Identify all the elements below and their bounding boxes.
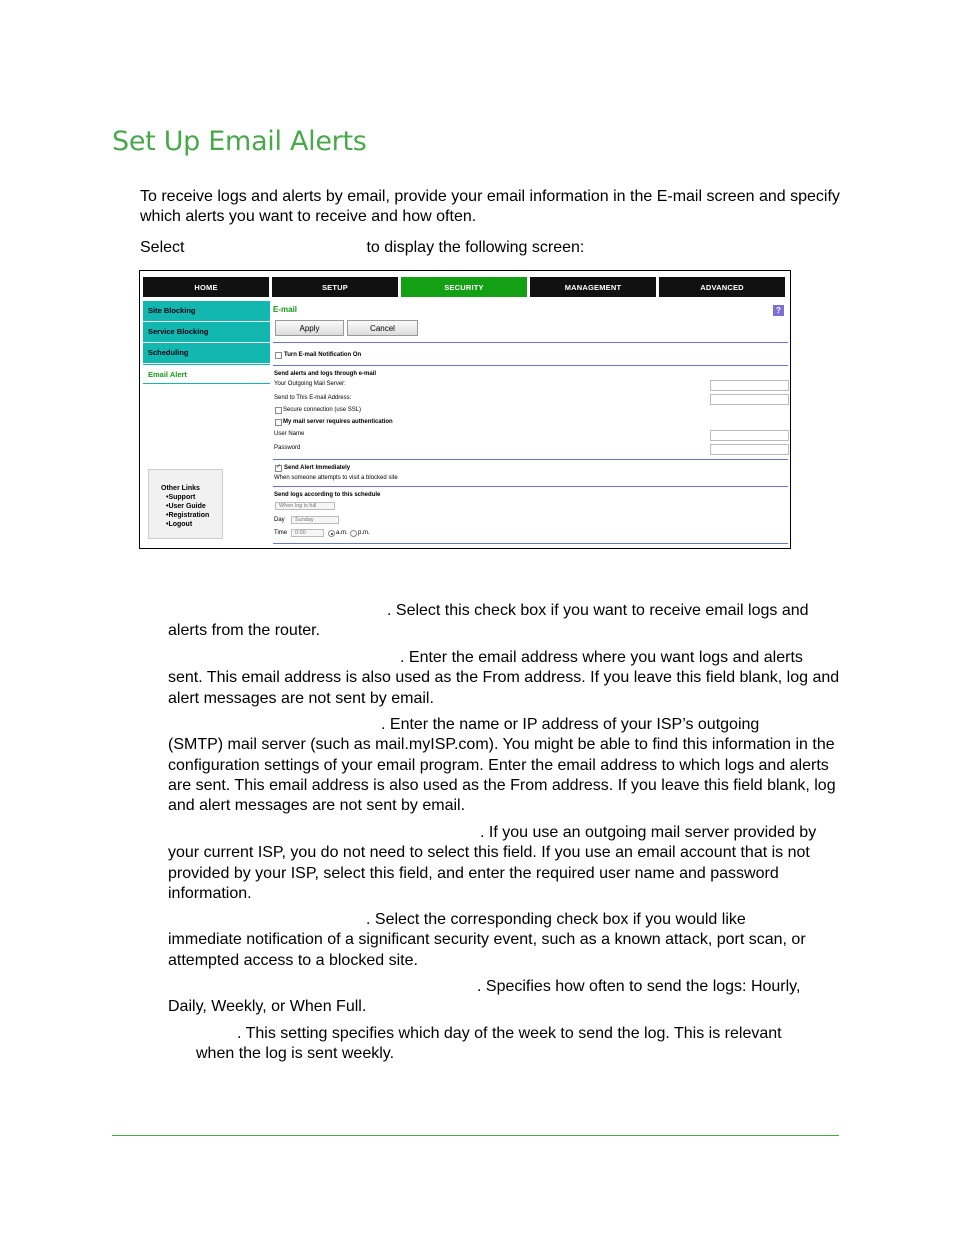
item-continuation: immediate notification of a significant security event, such as a known attack, port scan, or attempted access to a blocked site. bbox=[168, 931, 806, 969]
outgoing-server-input[interactable] bbox=[710, 380, 789, 391]
list-item bbox=[168, 648, 843, 709]
password-label: Password bbox=[274, 445, 301, 451]
ssl-label: Secure connection (use SSL) bbox=[283, 407, 362, 413]
sidebar-item-site-blocking[interactable]: Site Blocking bbox=[143, 301, 270, 321]
tab-setup[interactable]: SETUP bbox=[272, 277, 398, 297]
am-label: a.m. bbox=[336, 530, 348, 536]
item-text: . Select the corresponding check box if you would like bbox=[366, 911, 746, 928]
help-icon[interactable]: ? bbox=[773, 305, 784, 316]
schedule-section-label: Send logs according to this schedule bbox=[274, 492, 381, 498]
divider bbox=[273, 342, 788, 343]
tab-security[interactable]: SECURITY bbox=[401, 277, 527, 297]
item-continuation: your current ISP, you do not need to select this field. If you use an email account that is not provided by your ISP, select this field, and enter the required user name and password information. bbox=[168, 844, 810, 902]
password-input[interactable] bbox=[710, 444, 789, 455]
other-links-title: Other Links bbox=[161, 485, 200, 492]
item-text: . This setting specifies which day of the week to send the log. This is relevant bbox=[237, 1025, 782, 1042]
item-continuation: (SMTP) mail server (such as mail.myISP.com). You might be able to find this information in the configuration settings of your email program. Enter the email address to which logs and alerts are sent. This email address is also used as the From address. If you leave this field blank, log and alert messages are not sent by email. bbox=[168, 736, 836, 815]
page-title: Set Up Email Alerts bbox=[112, 126, 367, 157]
divider bbox=[273, 459, 788, 460]
pm-label: p.m. bbox=[358, 530, 370, 536]
item-continuation: when the log is sent weekly. bbox=[196, 1045, 395, 1062]
alert-description: When someone attempts to visit a blocked site bbox=[274, 475, 398, 481]
send-to-label: Send to This E-mail Address: bbox=[274, 395, 352, 401]
item-text: . Select this check box if you want to receive email logs and bbox=[387, 602, 809, 619]
email-settings-screenshot bbox=[139, 270, 791, 549]
list-item bbox=[168, 977, 843, 1018]
alert-immediately-checkbox[interactable] bbox=[275, 465, 282, 472]
tab-home[interactable]: HOME bbox=[143, 277, 269, 297]
item-text: . Enter the name or IP address of your ISP’s outgoing bbox=[381, 716, 760, 733]
list-item bbox=[196, 1024, 846, 1064]
item-text: . If you use an outgoing mail server provided by bbox=[480, 824, 817, 841]
list-item bbox=[168, 601, 843, 642]
footer-divider bbox=[112, 1135, 839, 1136]
link-registration[interactable]: • Registration bbox=[166, 511, 222, 520]
cancel-button[interactable]: Cancel bbox=[347, 320, 418, 336]
item-continuation: alerts from the router. bbox=[168, 622, 321, 640]
time-label: Time bbox=[274, 530, 288, 536]
pm-radio[interactable] bbox=[350, 530, 357, 537]
notification-label: Turn E-mail Notification On bbox=[284, 352, 362, 358]
notification-checkbox[interactable] bbox=[275, 352, 282, 359]
day-label: Day bbox=[274, 517, 285, 523]
item-continuation: sent. This email address is also used as the From address. If you leave this field blank, log and alert messages are not sent by email. bbox=[168, 669, 840, 707]
list-item bbox=[168, 823, 843, 904]
top-nav-tabs bbox=[143, 277, 785, 297]
alert-immediately-label: Send Alert Immediately bbox=[284, 465, 351, 471]
schedule-select[interactable]: When log is full bbox=[275, 502, 335, 510]
ssl-checkbox[interactable] bbox=[275, 407, 282, 414]
link-logout[interactable]: • Logout bbox=[166, 520, 222, 529]
time-select[interactable]: 0:00 bbox=[291, 529, 324, 537]
day-select[interactable]: Sunday bbox=[291, 516, 339, 524]
sidebar-divider bbox=[143, 383, 270, 384]
select-prefix: Select bbox=[140, 239, 185, 256]
select-suffix: to display the following screen: bbox=[366, 239, 585, 256]
sidebar bbox=[143, 301, 270, 386]
link-user-guide[interactable]: • User Guide bbox=[166, 502, 222, 511]
apply-button[interactable]: Apply bbox=[275, 320, 344, 336]
divider bbox=[273, 486, 788, 487]
item-text: . Specifies how often to send the logs: Hourly, bbox=[477, 978, 801, 995]
auth-checkbox[interactable] bbox=[275, 419, 282, 426]
link-support[interactable]: • Support bbox=[166, 493, 222, 502]
am-radio[interactable] bbox=[328, 530, 335, 537]
send-section-label: Send alerts and logs through e-mail bbox=[274, 371, 377, 377]
divider bbox=[273, 365, 788, 366]
outgoing-server-label: Your Outgoing Mail Server: bbox=[274, 381, 346, 387]
item-text: . Enter the email address where you want logs and alerts bbox=[400, 649, 803, 666]
send-to-input[interactable] bbox=[710, 394, 789, 405]
user-name-input[interactable] bbox=[710, 430, 789, 441]
sidebar-item-service-blocking[interactable]: Service Blocking bbox=[143, 322, 270, 342]
auth-label: My mail server requires authentication bbox=[283, 419, 393, 425]
tab-management[interactable]: MANAGEMENT bbox=[530, 277, 656, 297]
list-item bbox=[168, 910, 843, 971]
form-title: E-mail bbox=[273, 305, 298, 314]
divider bbox=[273, 543, 788, 544]
item-continuation: Daily, Weekly, or When Full. bbox=[168, 998, 367, 1016]
tab-advanced[interactable]: ADVANCED bbox=[659, 277, 785, 297]
other-links-box bbox=[148, 469, 223, 539]
sidebar-item-email-alert[interactable]: Email Alert bbox=[143, 364, 270, 385]
list-item bbox=[168, 715, 843, 816]
intro-paragraph: To receive logs and alerts by email, provide your email information in the E-mail screen and specify which alerts you want to receive and how often. bbox=[140, 188, 840, 225]
sidebar-item-scheduling[interactable]: Scheduling bbox=[143, 343, 270, 363]
select-instruction bbox=[140, 238, 845, 258]
user-name-label: User Name bbox=[274, 431, 305, 437]
